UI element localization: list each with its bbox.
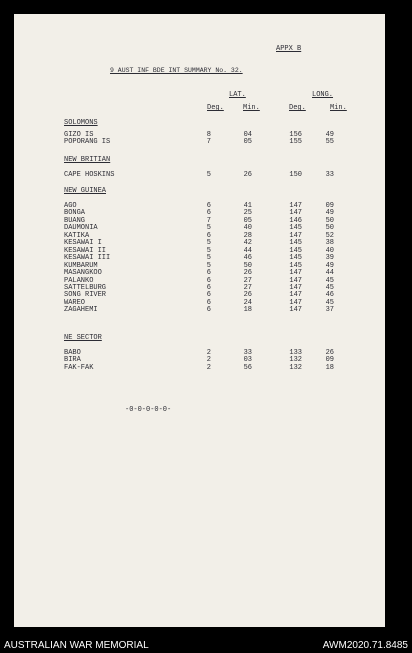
coordinate-value: 145 xyxy=(289,261,302,270)
coordinate-value: 44 xyxy=(325,269,334,278)
long-header: LONG. xyxy=(312,91,334,99)
lat-min-header: Min. xyxy=(243,104,260,112)
coordinate-value: 26 xyxy=(325,349,334,357)
coordinate-value: 6 xyxy=(206,202,211,210)
place-name: SATTELBURG xyxy=(64,283,107,292)
coordinate-value: 145 xyxy=(289,246,302,255)
coordinate-value: 03 xyxy=(243,356,252,365)
coordinate-value: 52 xyxy=(325,231,334,240)
place-name: KESAWAI II xyxy=(64,246,107,255)
place-name: MASANGKOO xyxy=(64,269,102,278)
coordinate-value: 133 xyxy=(289,349,302,357)
coordinate-value: 26 xyxy=(243,171,252,179)
coordinate-value: 55 xyxy=(325,138,334,147)
appendix-label: APPX B xyxy=(276,45,302,53)
coordinate-value: 37 xyxy=(325,306,334,315)
long-deg-header: Deg. xyxy=(289,104,306,112)
coordinate-value: 147 xyxy=(289,202,302,210)
place-name: BIRA xyxy=(64,356,81,365)
coordinate-value: 147 xyxy=(289,291,302,300)
place-name: SONG RIVER xyxy=(64,291,107,300)
place-name: BUANG xyxy=(64,216,86,225)
coordinate-value: 09 xyxy=(325,356,334,365)
coordinate-value: 24 xyxy=(243,298,252,307)
coordinate-value: 147 xyxy=(289,209,302,218)
coordinate-value: 6 xyxy=(206,291,211,300)
coordinate-value: 50 xyxy=(243,261,252,270)
coordinate-value: 40 xyxy=(325,246,334,255)
coordinate-value: 147 xyxy=(289,276,302,285)
place-name: CAPE HOSKINS xyxy=(64,171,115,179)
coordinate-value: 41 xyxy=(243,202,252,210)
coordinate-value: 05 xyxy=(243,138,252,147)
place-name: AGO xyxy=(64,202,77,210)
coordinate-value: 145 xyxy=(289,224,302,233)
coordinate-value: 45 xyxy=(325,298,334,307)
coordinate-value: 46 xyxy=(243,254,252,263)
coordinate-value: 7 xyxy=(206,138,211,147)
coordinate-value: 09 xyxy=(325,202,334,210)
coordinate-value: 38 xyxy=(325,239,334,248)
coordinate-value: 2 xyxy=(206,356,211,365)
long-min-header: Min. xyxy=(330,104,347,112)
coordinate-value: 6 xyxy=(206,298,211,307)
footer-accession: AWM2020.71.8485 xyxy=(322,640,408,651)
coordinate-value: 147 xyxy=(289,269,302,278)
coordinate-value: 145 xyxy=(289,239,302,248)
coordinate-value: 2 xyxy=(206,349,211,357)
coordinate-value: 26 xyxy=(243,291,252,300)
coordinate-value: 25 xyxy=(243,209,252,218)
document-title: 9 AUST INF BDE INT SUMMARY No. 32. xyxy=(110,67,243,74)
coordinate-value: 04 xyxy=(243,131,252,139)
coordinate-value: 39 xyxy=(325,254,334,263)
document-page xyxy=(14,14,385,627)
coordinate-value: 33 xyxy=(325,171,334,179)
coordinate-value: 5 xyxy=(206,261,211,270)
coordinate-value: 147 xyxy=(289,231,302,240)
place-name: PALANKO xyxy=(64,276,94,285)
coordinate-value: 49 xyxy=(325,261,334,270)
coordinate-value: 56 xyxy=(243,363,252,372)
section-heading: NEW GUINEA xyxy=(64,187,107,195)
lat-deg-header: Deg. xyxy=(207,104,224,112)
coordinate-value: 6 xyxy=(206,283,211,292)
coordinate-value: 46 xyxy=(325,291,334,300)
coordinate-value: 146 xyxy=(289,216,302,225)
coordinate-value: 50 xyxy=(325,224,334,233)
coordinate-value: 05 xyxy=(243,216,252,225)
footer-credit: AUSTRALIAN WAR MEMORIAL xyxy=(4,640,149,651)
coordinate-value: 156 xyxy=(289,131,302,139)
coordinate-value: 8 xyxy=(206,131,211,139)
coordinate-value: 6 xyxy=(206,269,211,278)
coordinate-value: 132 xyxy=(289,356,302,365)
end-mark: -0-0-0-0-0- xyxy=(125,406,172,414)
place-name: KATIKA xyxy=(64,231,90,240)
place-name: KESAWAI III xyxy=(64,254,111,263)
coordinate-value: 147 xyxy=(289,283,302,292)
coordinate-value: 6 xyxy=(206,306,211,315)
coordinate-value: 150 xyxy=(289,171,302,179)
coordinate-value: 6 xyxy=(206,276,211,285)
coordinate-value: 147 xyxy=(289,298,302,307)
place-name: BONGA xyxy=(64,209,86,218)
place-name: FAK-FAK xyxy=(64,363,94,372)
coordinate-value: 27 xyxy=(243,283,252,292)
coordinate-value: 49 xyxy=(325,209,334,218)
place-name: DAUMONIA xyxy=(64,224,98,233)
place-name: GIZO IS xyxy=(64,131,94,139)
coordinate-value: 132 xyxy=(289,363,302,372)
coordinate-value: 18 xyxy=(243,306,252,315)
coordinate-value: 27 xyxy=(243,276,252,285)
coordinate-value: 7 xyxy=(206,216,211,225)
place-name: KESAWAI I xyxy=(64,239,102,248)
coordinate-value: 5 xyxy=(206,254,211,263)
coordinate-value: 18 xyxy=(325,363,334,372)
coordinate-value: 50 xyxy=(325,216,334,225)
coordinate-value: 33 xyxy=(243,349,252,357)
coordinate-value: 42 xyxy=(243,239,252,248)
coordinate-value: 45 xyxy=(325,276,334,285)
place-name: POPORANG IS xyxy=(64,138,111,147)
coordinate-value: 2 xyxy=(206,363,211,372)
coordinate-value: 147 xyxy=(289,306,302,315)
coordinate-value: 49 xyxy=(325,131,334,139)
section-heading: NE SECTOR xyxy=(64,334,102,342)
coordinate-value: 6 xyxy=(206,209,211,218)
place-name: WAREO xyxy=(64,298,86,307)
coordinate-value: 145 xyxy=(289,254,302,263)
coordinate-value: 5 xyxy=(206,239,211,248)
section-heading: SOLOMONS xyxy=(64,119,98,127)
place-name: ZAGAHEMI xyxy=(64,306,98,315)
coordinate-value: 5 xyxy=(206,224,211,233)
coordinate-value: 155 xyxy=(289,138,302,147)
section-heading: NEW BRITIAN xyxy=(64,156,111,164)
coordinate-value: 26 xyxy=(243,269,252,278)
coordinate-value: 44 xyxy=(243,246,252,255)
place-name: KUMBARUM xyxy=(64,261,98,270)
coordinate-value: 5 xyxy=(206,171,211,179)
coordinate-value: 28 xyxy=(243,231,252,240)
coordinate-value: 6 xyxy=(206,231,211,240)
coordinate-value: 5 xyxy=(206,246,211,255)
lat-header: LAT. xyxy=(229,91,246,99)
place-name: BABO xyxy=(64,349,81,357)
coordinate-value: 45 xyxy=(325,283,334,292)
coordinate-value: 40 xyxy=(243,224,252,233)
